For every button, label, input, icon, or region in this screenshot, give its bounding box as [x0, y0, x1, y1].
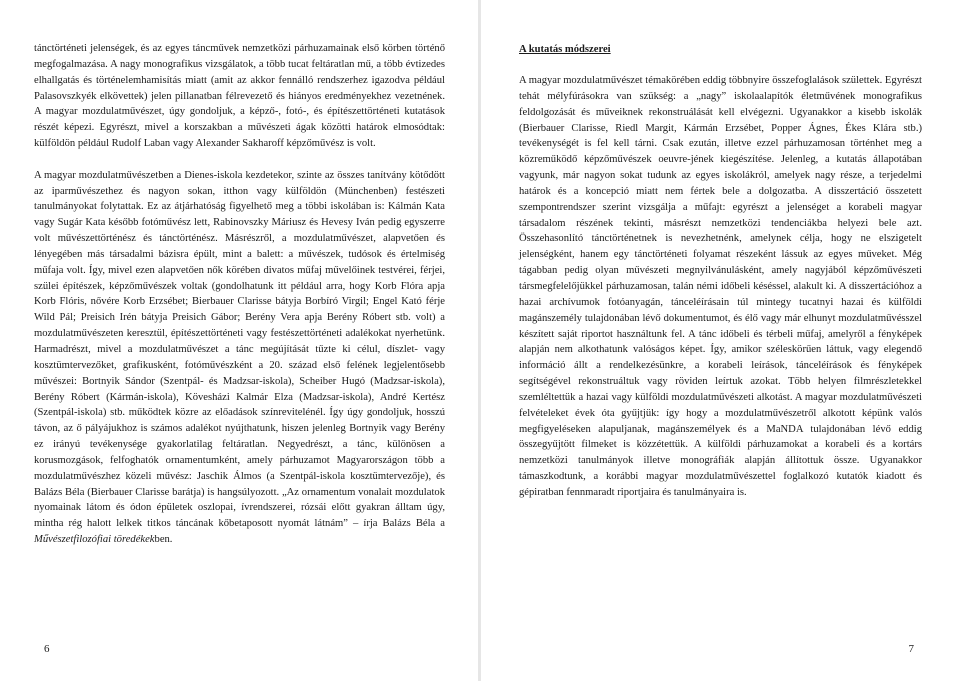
left-paragraph-2: [34, 168, 445, 548]
right-text-column: [519, 73, 922, 501]
left-paragraph-2-text: A magyar mozdulatművészetben a Dienes-iskola kezdetekor, szinte az összes tanítvány kötődött az iparművészethez és nagyon sokan, itthon vagy külföldön (Münchenben) festészeti tanulmányokat folytattak. Ez az átjárhatóság figyelhető meg a többi iskolában is: Kálmán Kata vagy Sugár Kata később fotóművész lett, Rabinovszky Máriusz és Hevesy Iván pedig egyszerre volt művészettörténész és tánctörténész. Másrészről, a mozdulatművészet, alapvetően és lényegében más társadalmi bázisra épült, mint a balett: a művészek, tudósok és értelmiség műfaja volt. Így, mivel ezen alapvetően nők körében divatos műfaj művelőinek testvérei, férjei, szülei építészek, képzőművészek voltak (gondolhatunk itt például arra, hogy Korb Flóra apja Korb Flóris, nővére Korb Erzsébet; Bierbauer Clarisse bátyja Borbíró Virgil; Engel Kató férje Wild Pál; Preisich Irén bátyja Preisich Gábor; Berény Vera apja Berény Róbert stb. volt) a mozdulatművészeten keresztül, építészettörténeti vagy festészettörténeti adalékokat nyerhetünk. Harmadrészt, mivel a mozdulatművészet a tánc megújítását tűzte ki célul, díszlet- vagy kosztümtervezőket, grafikusként, fotóművészként a 20. század első felének legjelentősebb művészei: Bortnyik Sándor (Szentpál- és Madzsar-iskola), Scheiber Hugó (Madzsar-iskola), Berény Róbert (Kármán-iskola), Kövesházi Kalmár Elza (Madzsar-iskola), André Kertész (Szentpál-iskola) stb. működtek közre az előadások színrevitelénél. Így úgy gondoljuk, hosszú távon, az ő pályájukhoz is számos adalékot nyújthatunk, hiszen jelenleg Bortnyik vagy Berény ez irányú tevékenysége gyakorlatilag feltáratlan. Negyedrészt, a tánc, különösen a korusmozgások, felfoghatók ornamentumként, amely párhuzamot Magyarországon több a mozdulatművészhez közeli művész: Jaschik Álmos (a Szentpál-iskola kosztümtervezője), és Balázs Béla (Bierbauer Clarisse barátja) is hangsúlyozott. „Az ornamentum vonalait mozdulatok nyomainak látom és ódon épületek oszlopai, ívrendszerei, rózsái előtt gyakran álltam úgy, mintha rég halott lelkek titkos táncának kőbetaposott nyomát látnám” – írja Balázs Béla a: [34, 169, 445, 530]
right-paragraph-1: A magyar mozdulatművészet témakörében eddig többnyire összefoglalások születtek. Egyrészt tehát mélyfúrásokra van szükség: a „nagy” iskolaalapítók életművének monografikus feldolgozását és műveiknek rekonstruálását kell elvégezni. Ugyanakkor a kisebb iskolák (Bierbauer Clarisse, Riedl Margit, Kármán Erzsébet, Popper Ágnes, Ékes Klára stb.) tevékenységét is fel kell tárni. Csak ezután, illetve ezzel párhuzamosan történhet meg a közreműködő képzőművészek oeuvre-jének kiegészítése. Jelenleg, a kutatás állapotában vagyunk, már nagyon sokat tudunk az egyes iskolákról, amelyek nagy része, a terjedelmi határok és a koncepció miatt nem fértek bele a dolgozatba. A disszertáció összetett szempontrendszer szerint vizsgálja a műfajt: egyrészt a jelenséget a korabeli magyar társadalom részének tekinti, másrészt nemzetközi tendenciákba helyezi bele azt. Összehasonlító tánctörténetnek is nevezhetnénk, amelynek célja, hogy ne elszigetelt jelenségként, hanem egy tánctörténeti folyamat részeként lássuk az egyes műveket. Még tágabban pedig olyan művészeti megnyilvánulásként, amely nagyjából képzőművészeti társmegfelelőjükkel párhuzamosan, talán némi időbeli késéssel, alakult ki. A disszertációhoz a hazai archívumok fotóanyagán, tánceléírásain túl mintegy tucatnyi hazai és külföldi magánszemély tulajdonában lévő dokumentumot, és élő vagy már elhunyt mozdulatművésszel készített saját riportot használtunk fel. A tánc időbeli és térbeli műfaj, amelyről a fényképek alapján nem alkothatunk valóságos képet. Így, amikor széleskörűen láttuk, vagy elegendő információ állt a rendelkezésünkre, a korabeli leírások, tánceléírások és fényképek segítségével rekonstruáltuk vagy röviden leírtuk azokat. Több helyen filmrészletekkel szemléltettük a hazai vagy külföldi mozdulatművészeti alkotást. A magyar mozdulatművészeti felvételeket évek óta gyűjtjük: így hogy a mozdulatművészetről alkotott képünk valós megfigyeléseken alapuljanak, magánszemélyek és a MaNDA tulajdonában lévő eddig összegyűjtött filmeket is közzétettük. A külföldi párhuzamokat a korabeli és a kortárs nemzetközi tanulmányok illetve monográfiák alapján állítottuk össze. Ugyanakkor támaszkodtunk, a korábbi magyar mozdulatművészettel foglalkozó kutatók kiadott és gépiratban fennmaradt riportjaira és tanulmányaira is.: [519, 75, 922, 498]
section-heading: A kutatás módszerei: [519, 44, 611, 55]
left-text-column: [34, 41, 445, 548]
left-page: [0, 0, 478, 681]
quote-source-suffix: ben.: [154, 534, 173, 546]
left-page-number: 6: [44, 643, 50, 655]
right-page-number: 7: [908, 643, 914, 655]
right-page: [481, 0, 960, 681]
quote-source-title: Művészetfilozófiai töredékek: [34, 534, 155, 546]
left-paragraph-1: tánctörténeti jelenségek, és az egyes táncművek nemzetközi párhuzamainak első körben történő megfogalmazása. A nagy monografikus vizsgálatok, a több tucat feltáratlan mű, a több évtizedes elhallgatás és történelemhamisítás miatt (amit az akkor fennálló rendszerhez igazodva például Palasovszkyék elkövettek) jelen pillanatban félrevezető és hiányos eredményekhez vezetnének. A magyar mozdulatművészet, úgy gondoljuk, a képző-, fotó-, és építészettörténeti kutatások részét képezi. Egyrészt, mivel a korszakban a művészeti ágak közötti határok elmosódtak: külföldön például Rudolf Laban vagy Alexander Sakharoff képzőművész is volt.: [34, 43, 445, 150]
